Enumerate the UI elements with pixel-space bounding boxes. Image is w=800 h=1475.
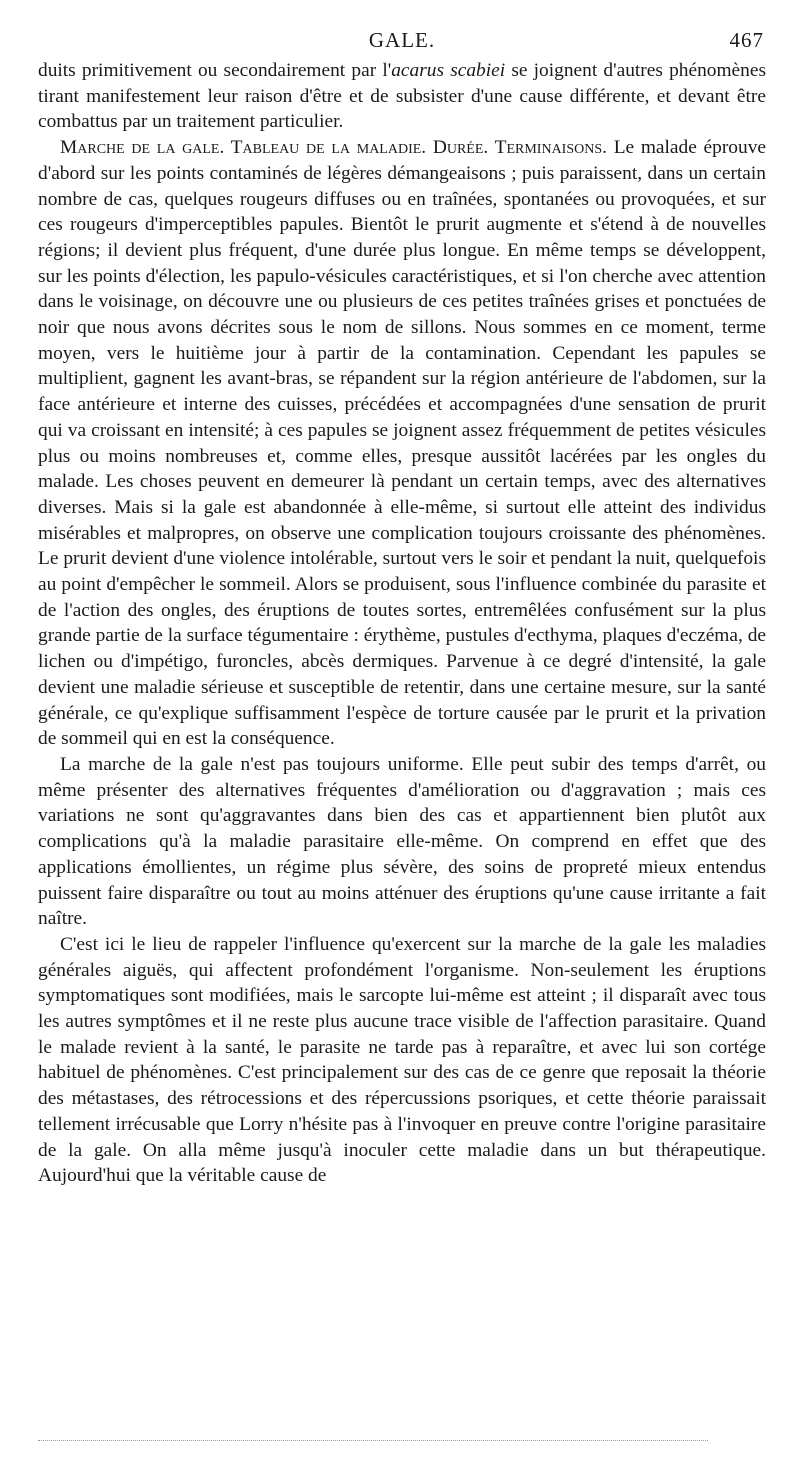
paragraph-1 — [38, 58, 766, 135]
paragraph-4: C'est ici le lieu de rappeler l'influence qu'exercent sur la marche de la gale les maladies générales aiguës, qui affectent profondément l'organisme. Non-seulement les éruptions symptomatiques sont modifiées, mais le sarcopte lui-même est atteint ; il disparaît avec tous les autres symptômes et il ne reste plus aucune trace visible de l'affection parasitaire. Quand le malade revient à la santé, le parasite ne tarde pas à reparaître, et avec lui son cortége habituel de phénomènes. C'est principalement sur des cas de ce genre que reposait la théorie des métastases, des rétrocessions et des répercussions psoriques, et cette théorie paraissait tellement irrécusable que Lorry n'hésite pas à l'invoquer en preuve contre l'origine parasitaire de la gale. On alla même jusqu'à inoculer cette maladie dans un but thérapeutique. Aujourd'hui que la véritable cause de — [38, 933, 766, 1187]
paragraph-3: La marche de la gale n'est pas toujours uniforme. Elle peut subir des temps d'arrêt, ou même présenter des alternatives fréquentes d'amélioration ou d'aggravation ; mais ces variations ne sont qu'aggravantes dans bien des cas et appartiennent bien plutôt aux complications qu'à la maladie parasitaire elle-même. On comprend en effet que des applications émollientes, un régime plus sévère, des soins de propreté mieux entendus puissent faire disparaître ou tout au moins atténuer des éruptions qu'une cause irritante a fait naître. — [38, 753, 766, 930]
paragraph-1-start: duits primitivement ou secondairement par l' — [38, 60, 392, 81]
paragraph-1-end: se joignent d'autres phénomènes tirant manifestement leur raison d'être et de subsister d'une cause différente, et devant être combattus par un traitement particulier. — [38, 60, 766, 133]
species-name: acarus scabiei — [391, 60, 506, 81]
book-page — [38, 28, 766, 1189]
section-heading: Marche de la gale. Tableau de la maladie. Durée. Terminaisons. — [60, 137, 607, 159]
paragraph-2-text: Le malade éprouve d'abord sur les points contaminés de légères démangeaisons ; puis paraissent, dans un certain nombre de cas, quelques rougeurs diffuses ou en traînées, spontanées ou provoquées, et sur ces rougeurs d'imperceptibles papules. Bientôt le prurit augmente et s'étend à de nouvelles régions; il devient plus fréquent, d'une durée plus longue. En même temps se développent, sur les points d'élection, les papulo-vésicules caractéristiques, et si l'on cherche avec attention dans le voisinage, on découvre une ou plusieurs de ces petites traînées grises et ponctuées de noir que nous avons décrites sous le nom de sillons. Nous sommes en ce moment, terme moyen, vers le huitième jour à partir de la contamination. Cependant les papules se multiplient, gagnent les avant-bras, se répandent sur la région antérieure de l'abdomen, sur la face antérieure et interne des cuisses, précédées et accompagnées d'une sensation de prurit qui va croissant en intensité; à ces papules se joignent assez fréquemment de petites vésicules plus ou moins nombreuses et, comme elles, presque aussitôt lacérées par les ongles du malade. Les choses peuvent en demeurer là pendant un certain temps, avec des alternatives diverses. Mais si la gale est abandonnée à elle-même, si surtout elle atteint des individus misérables et malpropres, on observe une complication toujours croissante des phénomènes. Le prurit devient d'une violence intolérable, surtout vers le soir et pendant la nuit, quelquefois au point d'empêcher le sommeil. Alors se produisent, sous l'influence combinée du parasite et de l'action des ongles, des éruptions de toutes sortes, entremêlées confusément sur la plus grande partie de la surface tégumentaire : érythème, pustules d'ecthyma, plaques d'eczéma, de lichen ou d'impétigo, furoncles, abcès dermiques. Parvenue à ce degré d'intensité, la gale devient une maladie sérieuse et susceptible de retentir, dans une certaine mesure, sur la santé générale, ce qu'explique suffisamment l'espèce de torture causée par le prurit et la privation de sommeil qui en est la conséquence. — [38, 137, 767, 750]
footer-dotted-rule — [38, 1440, 708, 1441]
page-number: 467 — [729, 28, 764, 52]
running-title: GALE. — [368, 28, 436, 52]
running-header — [38, 28, 766, 58]
paragraph-2 — [38, 135, 766, 752]
body-text — [38, 58, 766, 1189]
